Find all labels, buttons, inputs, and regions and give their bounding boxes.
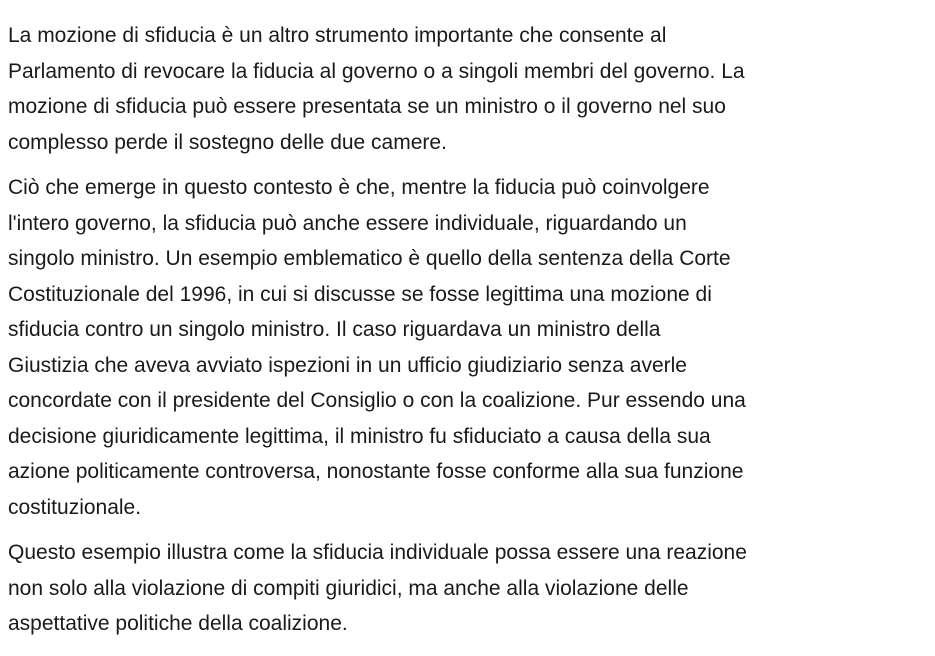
text-line: Ciò che emerge in questo contesto è che, mentre la fiducia può coinvolgere [8,176,710,199]
text-line: mozione di sfiducia può essere presentata se un ministro o il governo nel suo [8,95,726,118]
text-line: costituzionale. [8,495,142,519]
text-line: Questo esempio illustra come la sfiducia individuale possa essere una reazione [8,541,747,564]
text-line: aspettative politiche della coalizione. [8,612,348,635]
text-line: Costituzionale del 1996, in cui si discusse se fosse legittima una mozione di [8,282,712,306]
text-line: singolo ministro. Un esempio emblematico è quello della sentenza della Corte [8,247,731,270]
paragraph-motion-of-no-confidence [8,18,908,160]
text-line: complesso perde il sostegno delle due camere. [8,130,447,154]
text-line: l'intero governo, la sfiducia può anche essere individuale, riguardando un [8,211,687,235]
paragraph-individual-no-confidence [8,170,908,525]
text-line: azione politicamente controversa, nonostante fosse conforme alla sua funzione [8,460,744,483]
text-line: non solo alla violazione di compiti giuridici, ma anche alla violazione delle [8,576,689,600]
text-line: La mozione di sfiducia è un altro strumento importante che consente al [8,24,667,47]
text-line: concordate con il presidente del Consiglio o con la coalizione. Pur essendo una [8,389,746,412]
document-body [8,18,908,652]
paragraph-example-conclusion [8,535,908,642]
text-line: Giustizia che aveva avviato ispezioni in un ufficio giudiziario senza averle [8,353,687,377]
text-line: decisione giuridicamente legittima, il ministro fu sfiduciato a causa della sua [8,424,711,448]
text-line: sfiducia contro un singolo ministro. Il caso riguardava un ministro della [8,318,661,341]
text-line: Parlamento di revocare la fiducia al governo o a singoli membri del governo. La [8,59,745,83]
